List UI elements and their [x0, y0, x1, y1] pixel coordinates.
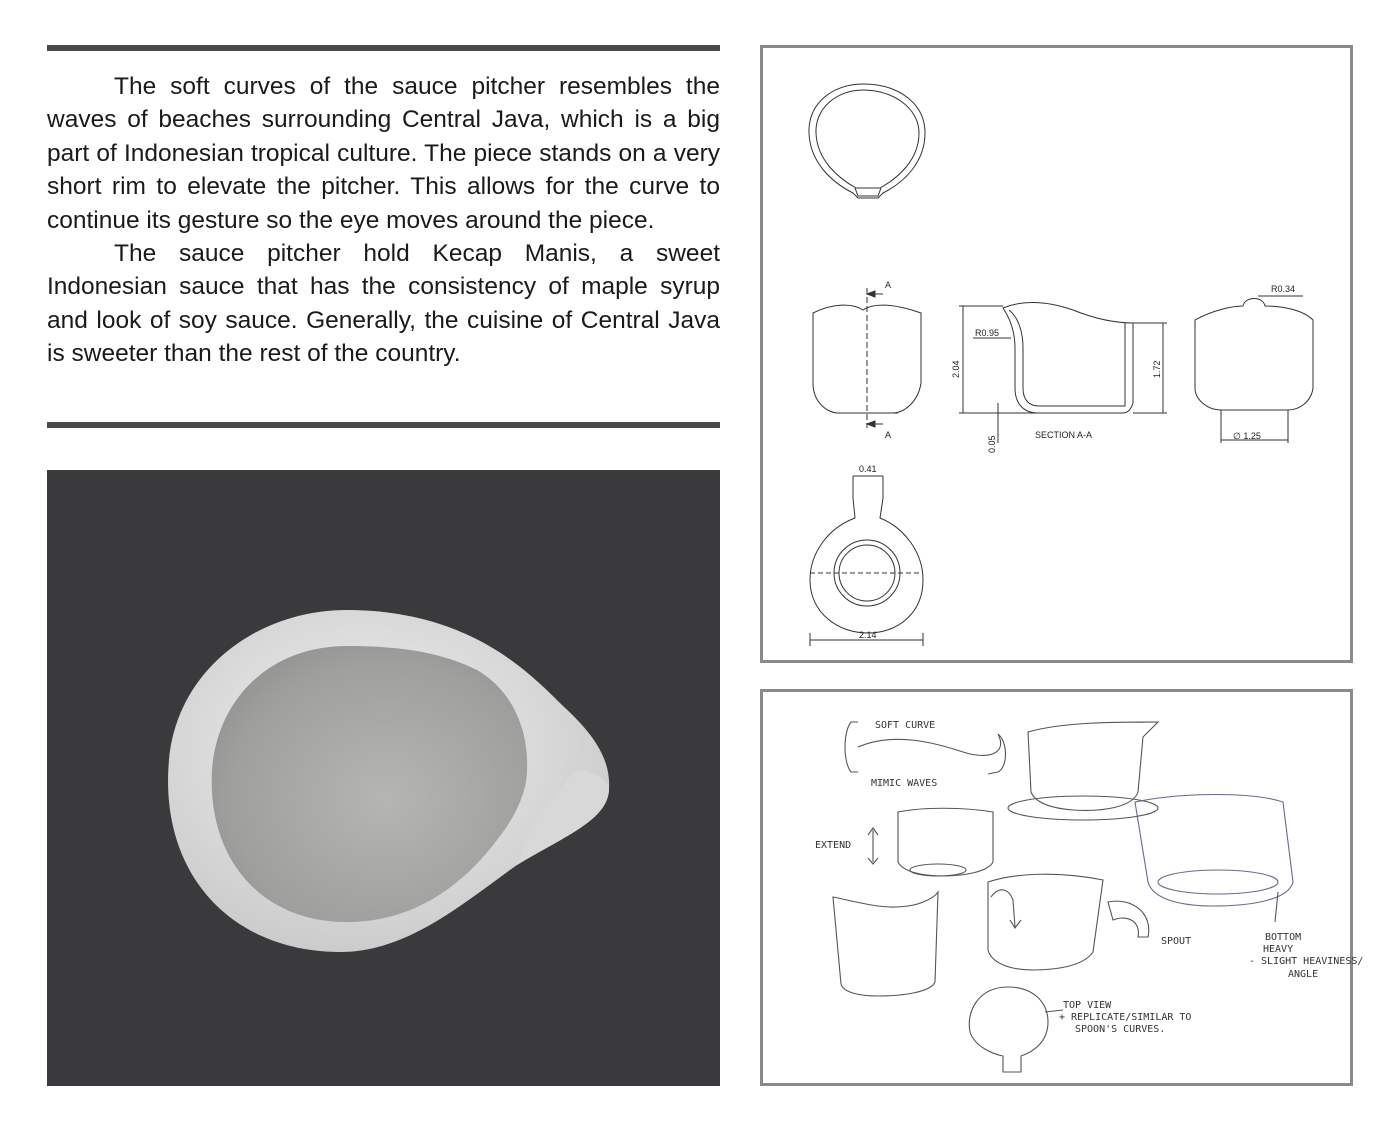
section-view: [959, 302, 1167, 443]
side-view: [1195, 296, 1313, 443]
concept-sketches: [763, 692, 1364, 1083]
note-top-view-3: SPOON'S CURVES.: [1075, 1024, 1166, 1035]
dim-height-inner: 1.72: [1152, 360, 1162, 378]
note-mimic-waves: MIMIC WAVES: [871, 778, 938, 789]
dim-rim-height: 0.05: [987, 435, 997, 453]
top-divider: [47, 45, 720, 51]
dim-height-total: 2.04: [951, 360, 961, 378]
note-soft-curve: SOFT CURVE: [875, 720, 936, 731]
section-marker-bottom: A: [885, 430, 892, 440]
note-bottom-heavy-2: HEAVY: [1263, 944, 1294, 955]
note-extend: EXTEND: [815, 840, 852, 851]
technical-drawing: [763, 48, 1350, 660]
pitcher-photo-illustration: [47, 470, 720, 1086]
top-view-outline: [809, 84, 925, 198]
sketch-panel: [760, 689, 1364, 1086]
dim-spout-width: 0.41: [859, 464, 877, 474]
note-bottom-heavy-4: ANGLE: [1288, 969, 1319, 980]
dim-radius-inner: R0.95: [975, 328, 1000, 338]
dim-body-width: 2.14: [859, 630, 877, 640]
dim-radius-spout: R0.34: [1271, 284, 1296, 294]
dim-base-diameter: ∅ 1.25: [1233, 431, 1261, 441]
front-view: [813, 288, 921, 428]
note-bottom-heavy-3: - SLIGHT HEAVINESS/: [1249, 956, 1364, 967]
description-text: [47, 70, 720, 371]
bottom-divider: [47, 422, 720, 428]
note-spout: SPOUT: [1161, 936, 1192, 947]
note-top-view-1: TOP VIEW: [1063, 1000, 1112, 1011]
pitcher-photo: [47, 470, 720, 1086]
bottom-view: [810, 476, 923, 646]
section-marker-top: A: [885, 280, 892, 290]
technical-drawing-panel: [760, 45, 1353, 663]
note-top-view-2: + REPLICATE/SIMILAR TO: [1059, 1012, 1192, 1023]
note-bottom-heavy-1: BOTTOM: [1265, 932, 1302, 943]
paragraph-1: The soft curves of the sauce pitcher resembles the waves of beaches surrounding Central Java, which is a big part of Indonesian tropical culture. The piece stands on a very short rim to elevate the pitcher. This allows for the curve to continue its gesture so the eye moves around the piece.: [47, 73, 720, 234]
section-label: SECTION A-A: [1035, 430, 1093, 440]
paragraph-2: The sauce pitcher hold Kecap Manis, a sweet Indonesian sauce that has the consistency of maple syrup and look of soy sauce. Generally, the cuisine of Central Java is sweeter than the rest of the country.: [47, 240, 720, 368]
